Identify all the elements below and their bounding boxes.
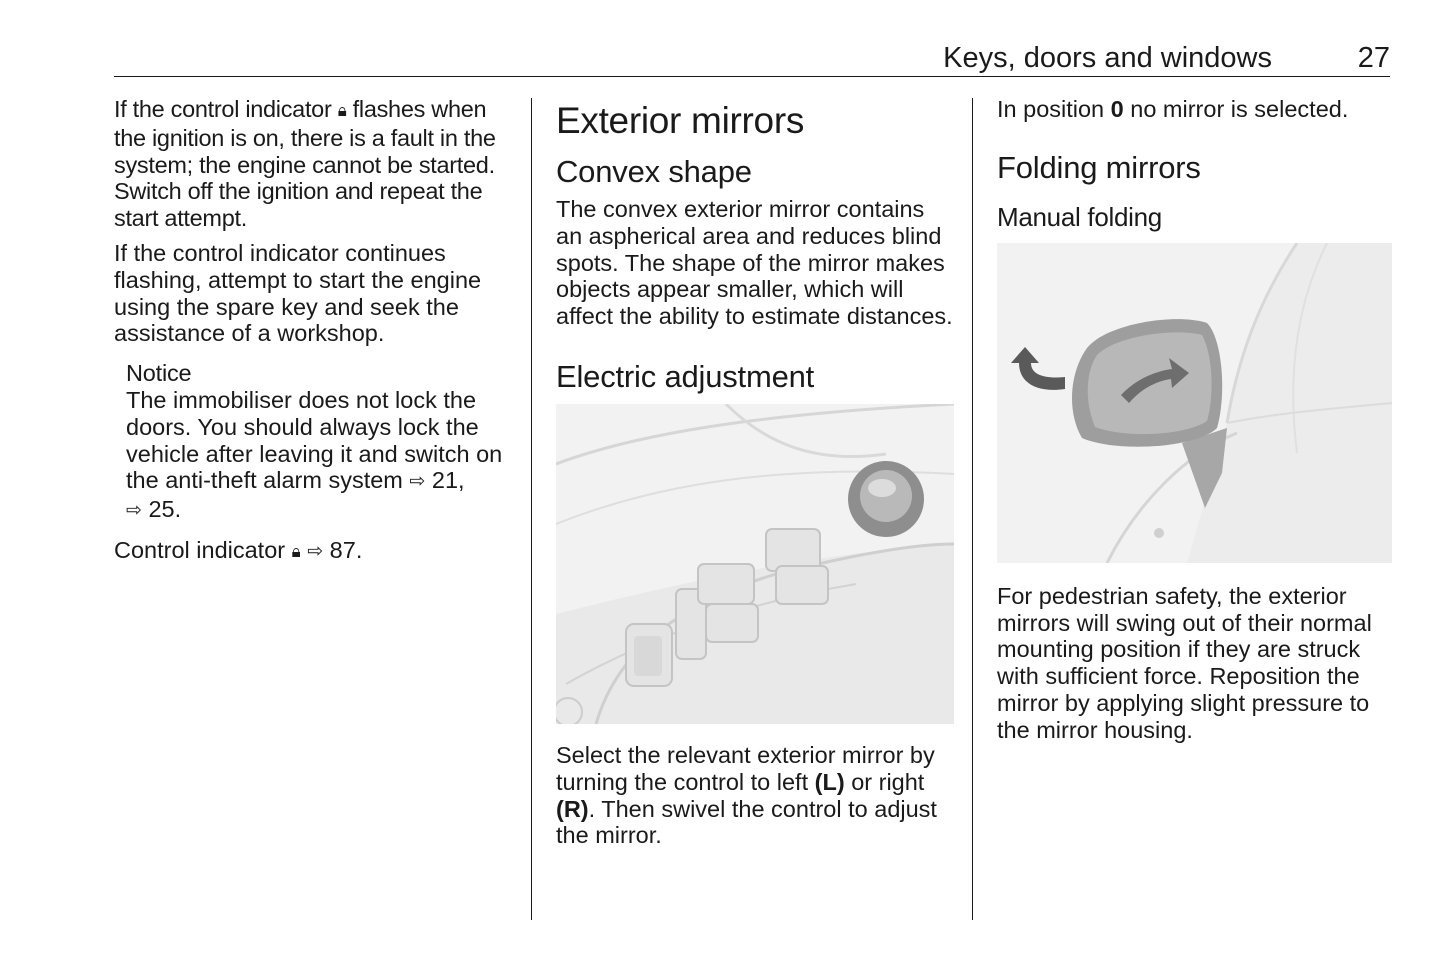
column-2: [556, 96, 956, 849]
label-zero: 0: [1110, 96, 1124, 122]
column-divider: [531, 98, 532, 920]
page-number: 27: [1357, 42, 1390, 74]
control-indicator-reference: Control indicator 🔒︎ ⇨ 87.: [114, 537, 514, 566]
spare-key-paragraph: If the control indicator continues flashing, attempt to start the engine using the spare key and seek the assistance of a workshop.: [114, 239, 482, 347]
page-reference-icon: ⇨: [307, 540, 324, 562]
column-divider: [972, 98, 973, 920]
mirror-control-illustration: [556, 404, 954, 724]
notice-box: [126, 360, 514, 525]
immobiliser-icon: 🔒︎: [291, 541, 301, 561]
page-reference[interactable]: 21: [431, 467, 459, 494]
notice-text: The immobiliser does not lock the doors. You should always lock the vehicle after leaving it and switch on the anti-theft alarm system ⇨ 21, ⇨ 25.: [126, 387, 514, 525]
heading-electric-adjustment: Electric adjustment: [556, 358, 815, 394]
page-reference-icon: ⇨: [409, 471, 426, 493]
label-left: (L): [814, 768, 845, 795]
folding-mirror-illustration: [997, 243, 1392, 563]
heading-manual-folding: Manual folding: [997, 201, 1162, 232]
heading-folding-mirrors: Folding mirrors: [997, 149, 1201, 185]
page-reference-icon: ⇨: [126, 500, 142, 522]
position-zero-paragraph: In position 0 no mirror is selected.: [997, 96, 1349, 122]
section-title: Keys, doors and windows: [943, 42, 1272, 74]
page-header: [114, 38, 1390, 77]
page-reference[interactable]: 25: [148, 496, 175, 523]
column-1: [114, 96, 514, 566]
heading-exterior-mirrors: Exterior mirrors: [556, 100, 805, 141]
heading-convex-shape: Convex shape: [556, 154, 752, 189]
immobiliser-icon: 🔒︎: [337, 101, 347, 120]
fault-paragraph: If the control indicator 🔒︎ flashes when the ignition is on, there is a fault in the system; the engine cannot be started. Switch off the ignition and repeat the start attempt.: [114, 96, 496, 232]
page-reference[interactable]: 87: [329, 536, 356, 563]
select-mirror-paragraph: Select the relevant exterior mirror by turning the control to left (L) or right (R). Then swivel the control to adjust the mirror.: [556, 741, 937, 849]
notice-title: Notice: [126, 360, 192, 387]
column-3: [997, 96, 1393, 744]
convex-paragraph: The convex exterior mirror contains an aspherical area and reduces blind spots. The shape of the mirror makes objects appear smaller, which will affect the ability to estimate distances.: [556, 196, 953, 330]
pedestrian-safety-paragraph: For pedestrian safety, the exterior mirrors will swing out of their normal mounting position if they are struck with sufficient force. Reposition the mirror by applying slight pressure to the mirror housing.: [997, 582, 1372, 743]
label-right: (R): [556, 795, 589, 822]
